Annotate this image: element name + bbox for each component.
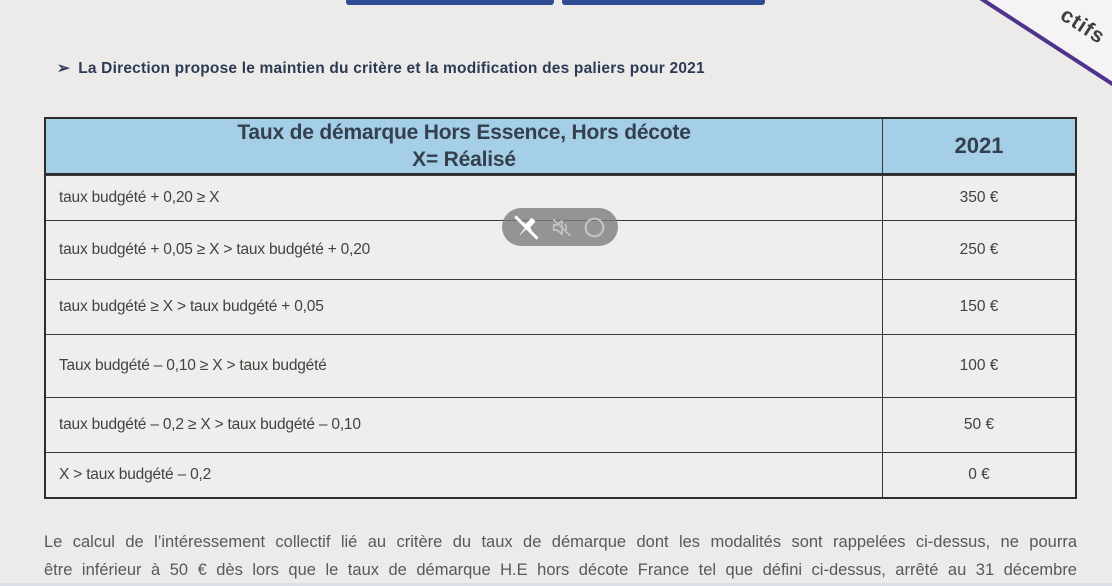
table-header-criterion [46,119,882,173]
condition-cell: taux budgété + 0,20 ≥ X [59,189,220,206]
table-header-row [46,119,1075,175]
table-row [46,452,1075,497]
table-row [46,334,1075,397]
amount-cell: 50 € [882,398,1075,452]
table-row [46,397,1075,452]
arrow-bullet-icon: ➢ [57,60,71,77]
amount-cell: 250 € [882,221,1075,279]
table-title-line2: X= Réalisé [412,148,516,171]
audio-muted-icon[interactable] [549,215,574,240]
corner-badge [972,0,1112,126]
corner-badge-text: ctifs [1056,3,1110,49]
slide-heading-text: La Direction propose le maintien du critère et la modification des paliers pour 2021 [78,60,705,77]
record-icon[interactable] [582,215,607,240]
table-header-year: 2021 [882,119,1075,173]
condition-cell: taux budgété – 0,2 ≥ X > taux budgété – 0,10 [59,416,361,433]
tab-underline-left [346,0,554,5]
amount-cell: 350 € [882,176,1075,220]
condition-cell: taux budgété ≥ X > taux budgété + 0,05 [59,298,324,315]
table-row [46,279,1075,334]
meeting-controls-pill [502,208,618,246]
amount-cell: 0 € [882,453,1075,497]
tab-underline-right [562,0,765,5]
condition-cell: taux budgété + 0,05 ≥ X > taux budgété + 0,20 [59,241,371,258]
condition-cell: Taux budgété – 0,10 ≥ X > taux budgété [59,357,327,374]
amount-cell: 150 € [882,280,1075,334]
footer-paragraph [44,528,1077,584]
footer-line1: Le calcul de l’intéressement collectif lié au critère du taux de démarque dont les modalités sont rappelées ci-dessus, ne pourra [44,533,1077,551]
table-title-line1: Taux de démarque Hors Essence, Hors décote [237,121,691,144]
amount-cell: 100 € [882,335,1075,397]
criteria-table [44,117,1077,499]
footer-line2: être inférieur à 50 € dès lors que le taux de démarque H.E hors décote France tel que défini ci-dessus, arrêté au 31 décembre [44,561,1077,579]
slide-heading [57,59,705,78]
pin-disabled-icon[interactable] [513,214,540,241]
condition-cell: X > taux budgété – 0,2 [59,466,212,483]
